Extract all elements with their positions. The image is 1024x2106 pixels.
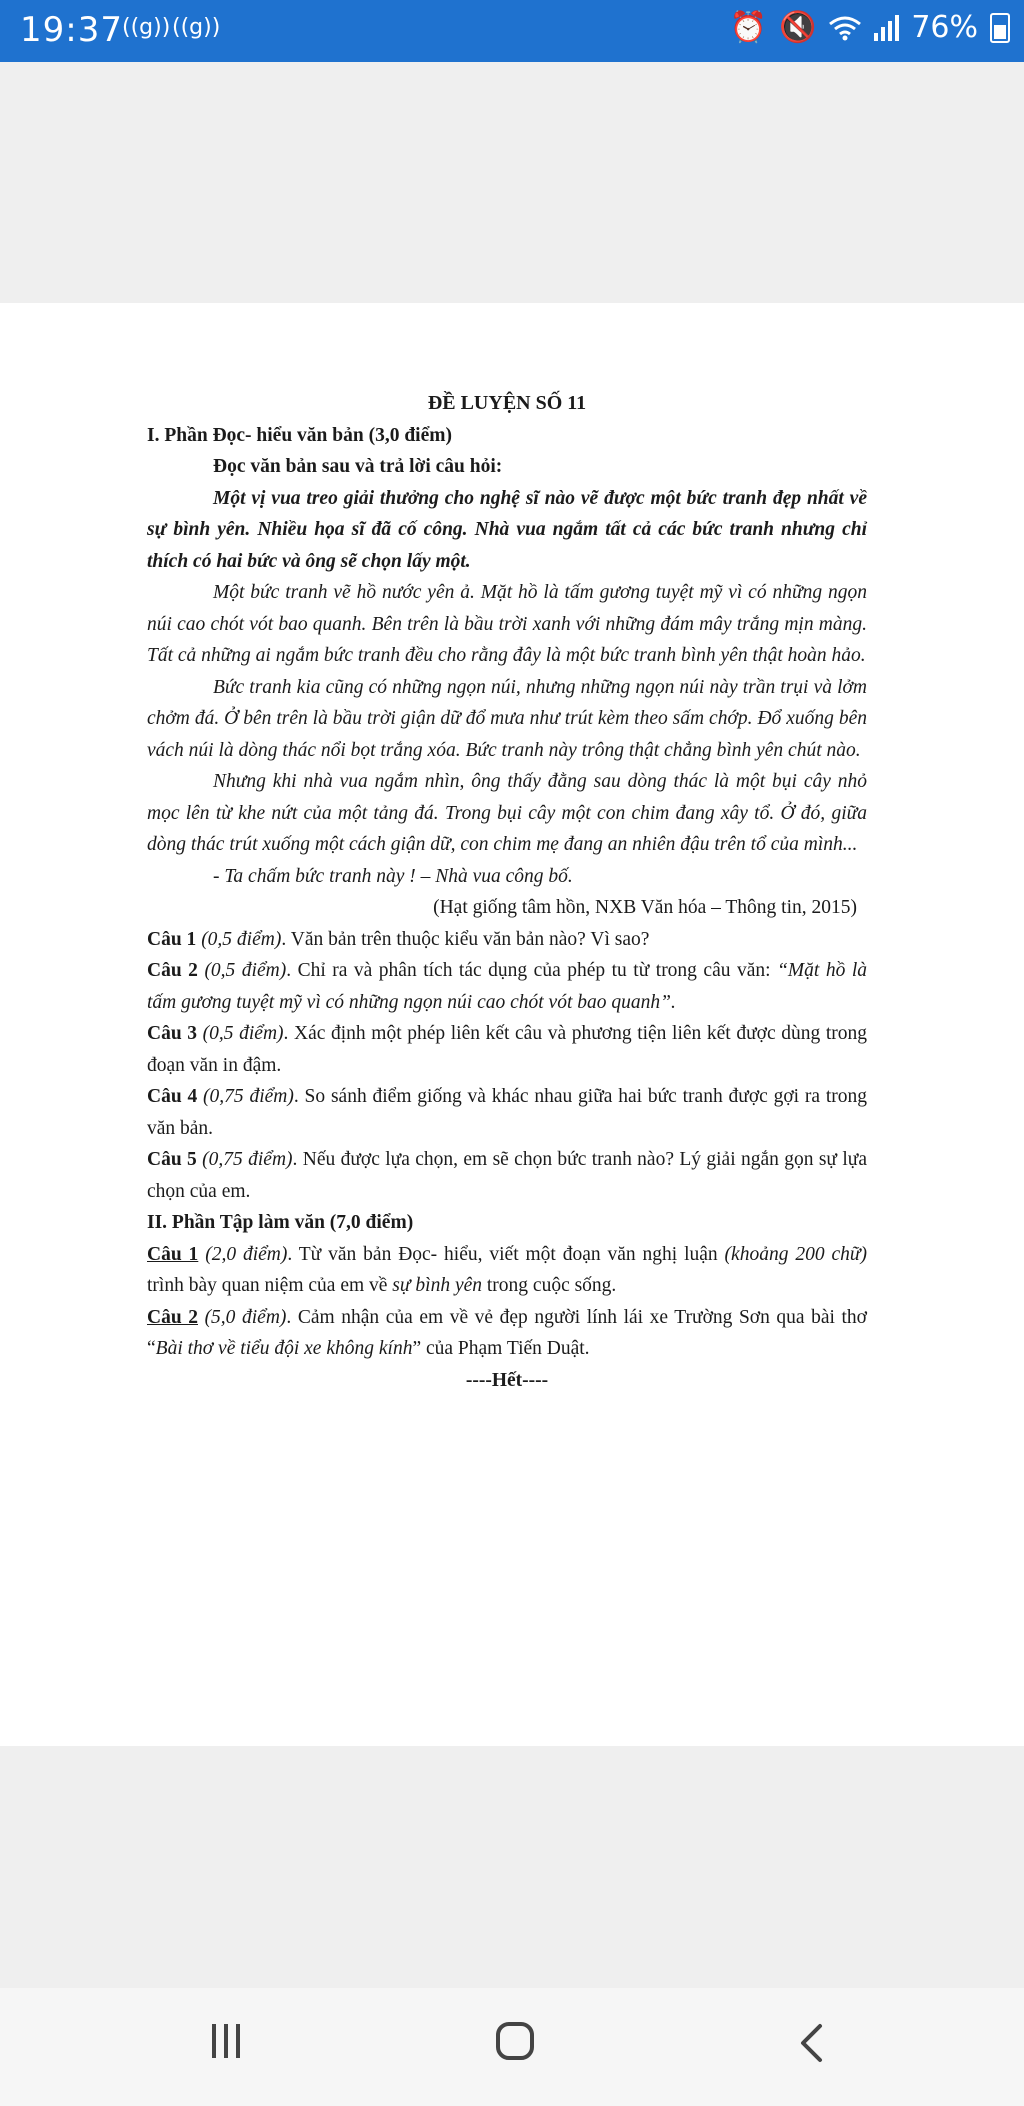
source-citation: (Hạt giống tâm hồn, NXB Văn hóa – Thông tin, 2015)	[433, 897, 857, 918]
instruction: Đọc văn bản sau và trả lời câu hỏi:	[213, 456, 503, 477]
recents-button[interactable]	[212, 2024, 240, 2058]
document-page	[0, 303, 1024, 1746]
question-3	[147, 1018, 867, 1081]
question-label: Câu 4	[147, 1086, 198, 1107]
section2-heading: II. Phần Tập làm văn (7,0 điểm)	[147, 1212, 414, 1233]
wifi-icon	[828, 15, 862, 41]
passage-paragraph: Nhưng khi nhà vua ngắm nhìn, ông thấy đằng sau dòng thác là một bụi cây nhỏ mọc lên từ khe nứt của một tảng đá. Trong bụi cây một con chim đang xây tổ. Ở đó, giữa dòng thác trút xuống một cách giận dữ, con chim mẹ đang an nhiên đậu trên tổ của mình...	[147, 771, 867, 855]
question-text: . Chỉ ra và phân tích tác dụng của phép tu từ trong câu văn:	[286, 960, 778, 981]
task-text: trong cuộc sống.	[482, 1275, 617, 1296]
question-label: Câu 3	[147, 1023, 198, 1044]
battery-icon	[990, 13, 1010, 43]
question-points: (0,75 điểm)	[203, 1086, 294, 1107]
section1-heading: I. Phần Đọc- hiểu văn bản (3,0 điểm)	[147, 424, 452, 446]
writing-task-2	[147, 1302, 867, 1365]
passage-paragraph: Bức tranh kia cũng có những ngọn núi, nhưng những ngọn núi này trần trụi và lởm chởm đá. Ở bên trên là bầu trời giận dữ đổ mưa như trút kèm theo sấm chớp. Đổ xuống bên vách núi là dòng thác nổi bọt trắng xóa. Bức tranh này trông thật chẳng bình yên chút nào.	[147, 676, 867, 761]
task-points: (2,0 điểm)	[205, 1243, 288, 1265]
task-italic: Bài thơ về tiểu đội xe không kính	[155, 1338, 413, 1359]
end-mark: ----Hết----	[465, 1369, 549, 1391]
question-text: . So sánh điểm giống và khác nhau giữa hai bức tranh được gợi ra trong văn bản.	[147, 1086, 867, 1139]
bold-passage: Một vị vua treo giải thưởng cho nghệ sĩ nào vẽ được một bức tranh đẹp nhất về sự bình yên. Nhiều họa sĩ đã cố công. Nhà vua ngắm tất cả các bức tranh nhưng chỉ thích có hai bức và ông sẽ chọn lấy một.	[147, 487, 867, 572]
task-points: (5,0 điểm)	[204, 1306, 287, 1328]
question-4	[147, 1081, 867, 1144]
task-text: trình bày quan niệm của em về	[147, 1275, 393, 1296]
question-label: Câu 1	[147, 928, 197, 950]
back-button[interactable]	[788, 2018, 838, 2068]
doc-title: ĐỀ LUYỆN SỐ 11	[427, 392, 587, 414]
task-text: ” của Phạm Tiến Duật.	[412, 1338, 590, 1359]
question-5	[147, 1144, 867, 1207]
question-points: (0,5 điểm)	[201, 928, 282, 950]
task-label: Câu 1	[147, 1243, 199, 1265]
task-text: . Từ văn bản Đọc- hiểu, viết một đoạn văn nghị luận	[287, 1243, 725, 1265]
question-quote: “Mặt hồ là tấm gương tuyệt mỹ vì có những ngọn núi cao chót vót bao quanh”.	[147, 960, 867, 1013]
home-button[interactable]	[496, 2022, 534, 2060]
task-italic: sự bình yên	[392, 1275, 482, 1296]
question-points: (0,5 điểm)	[204, 960, 287, 981]
task-text: . Cảm nhận của em về vẻ đẹp người lính lái xe Trường Sơn qua bài thơ “	[147, 1306, 867, 1359]
question-text: . Văn bản trên thuộc kiểu văn bản nào? Vì sao?	[281, 928, 650, 950]
question-1	[147, 924, 867, 956]
question-label: Câu 5	[147, 1149, 197, 1170]
alarm-icon: ⏰	[729, 10, 767, 45]
hotspot-icon-2: ((g))	[172, 15, 221, 40]
question-points: (0,5 điểm)	[202, 1023, 284, 1044]
question-2	[147, 955, 867, 1018]
passage-paragraph: Một bức tranh vẽ hồ nước yên ả. Mặt hồ là tấm gương tuyệt mỹ vì có những ngọn núi cao chót vót bao quanh. Bên trên là bầu trời xanh với những đám mây trắng mịn màng. Tất cả những ai ngắm bức tranh đều cho rằng đây là một bức tranh bình yên thật hoàn hảo.	[147, 582, 867, 666]
question-text: . Xác định một phép liên kết câu và phương tiện liên kết được dùng trong đoạn văn in đậm.	[147, 1023, 867, 1076]
document-content	[147, 388, 867, 1396]
status-bar	[0, 0, 1024, 62]
status-time: 19:37	[20, 10, 123, 50]
navigation-bar	[0, 1988, 1024, 2106]
question-label: Câu 2	[147, 960, 198, 981]
king-quote: - Ta chấm bức tranh này ! – Nhà vua công bố.	[213, 865, 573, 887]
question-points: (0,75 điểm)	[202, 1149, 293, 1170]
hotspot-icon: ((g))	[122, 15, 171, 40]
task-italic: (khoảng 200 chữ)	[724, 1243, 867, 1265]
writing-task-1	[147, 1239, 867, 1302]
mute-icon: 🔇	[778, 10, 817, 45]
task-label: Câu 2	[147, 1306, 198, 1328]
battery-percent: 76%	[911, 10, 978, 45]
question-text: . Nếu được lựa chọn, em sẽ chọn bức tranh nào? Lý giải ngắn gọn sự lựa chọn của em.	[147, 1149, 867, 1202]
signal-icon	[874, 15, 899, 41]
